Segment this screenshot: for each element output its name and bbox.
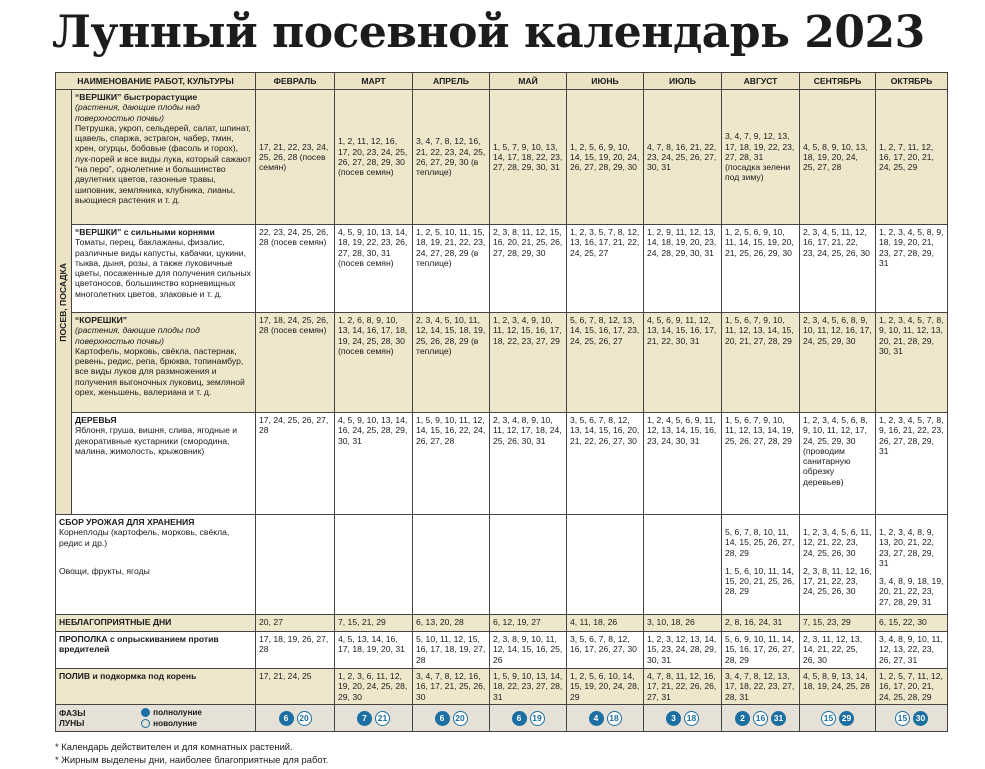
harvest-roots-days: 1, 2, 3, 4, 8, 9, 13, 20, 21, 22, 23, 27, 28, 29, 31 bbox=[879, 527, 934, 568]
moon-phase-cell bbox=[567, 705, 644, 732]
header-month: АВГУСТ bbox=[722, 73, 800, 90]
harvest-roots-days: 5, 6, 7, 8, 10, 11, 14, 15, 25, 26, 27, 28, 29 bbox=[725, 527, 795, 558]
harvest-name-cell bbox=[56, 515, 256, 615]
day-cell: 1, 2, 3, 4, 5, 7, 8, 9, 10, 11, 12, 13, 20, 21, 28, 29, 30, 31 bbox=[876, 313, 948, 413]
day-cell: 3, 4, 7, 8, 12, 16, 16, 17, 21, 25, 26, 30 bbox=[413, 669, 490, 705]
day-cell: 2, 3, 11, 12, 13, 14, 21, 22, 25, 26, 30 bbox=[800, 632, 876, 669]
day-cell: 20, 27 bbox=[256, 615, 335, 632]
full-moon-icon: 3 bbox=[666, 711, 681, 726]
moon-phase-cell bbox=[876, 705, 948, 732]
day-cell: 2, 3, 4, 5, 11, 12, 16, 17, 21, 22, 23, 24, 25, 26, 30 bbox=[800, 225, 876, 313]
day-cell: 5, 6, 9, 10, 11, 14, 15, 16, 17, 26, 27, 28, 29 bbox=[722, 632, 800, 669]
moon-phase-cell bbox=[490, 705, 567, 732]
harvest-cell bbox=[335, 515, 413, 615]
day-cell: 1, 2, 7, 11, 12, 16, 17, 20, 21, 24, 25, 29 bbox=[876, 90, 948, 225]
crop-group-title: ДЕРЕВЬЯ bbox=[75, 415, 117, 425]
crop-group-desc: (растения, дающие плоды над поверхностью почвы) bbox=[75, 102, 200, 123]
full-moon-icon: 31 bbox=[771, 711, 786, 726]
day-cell: 1, 2, 5, 6, 9, 10, 14, 15, 19, 20, 24, 26, 27, 28, 29, 30 bbox=[567, 90, 644, 225]
day-cell: 1, 2, 3, 4, 5, 6, 8, 9, 10, 11, 12, 17, 24, 25, 29, 30 (проводим санитарную обрезку деревьев) bbox=[800, 413, 876, 515]
day-cell: 4, 11, 18, 26 bbox=[567, 615, 644, 632]
new-moon-icon: 16 bbox=[753, 711, 768, 726]
crop-name-cell bbox=[72, 413, 256, 515]
day-cell: 1, 5, 6, 7, 9, 10, 11, 12, 13, 14, 19, 25, 26, 27, 28, 29 bbox=[722, 413, 800, 515]
moon-phase-badges bbox=[570, 707, 640, 729]
day-cell: 6, 12, 19, 27 bbox=[490, 615, 567, 632]
sowing-row bbox=[56, 90, 948, 225]
harvest-cell bbox=[490, 515, 567, 615]
harvest-cell bbox=[800, 515, 876, 615]
moon-phase-badges bbox=[338, 707, 409, 729]
moon-phase-cell bbox=[800, 705, 876, 732]
moon-phase-badges bbox=[803, 707, 872, 729]
new-moon-icon: 19 bbox=[530, 711, 545, 726]
moon-phase-cell bbox=[256, 705, 335, 732]
watering-row-title: ПОЛИВ и подкормка под корень bbox=[56, 669, 256, 705]
moon-phase-row bbox=[56, 705, 948, 732]
crop-group-title: “КОРЕШКИ” bbox=[75, 315, 128, 325]
day-cell: 3, 10, 18, 26 bbox=[644, 615, 722, 632]
header-month: СЕНТЯБРЬ bbox=[800, 73, 876, 90]
day-cell: 3, 4, 7, 8, 12, 16, 21, 22, 23, 24, 25, 26, 27, 29, 30 (в теплице) bbox=[413, 90, 490, 225]
day-cell: 1, 2, 6, 8, 9, 10, 13, 14, 16, 17, 18, 19, 24, 25, 28, 30 (посев семян) bbox=[335, 313, 413, 413]
day-cell: 17, 21, 24, 25 bbox=[256, 669, 335, 705]
header-month: ОКТЯБРЬ bbox=[876, 73, 948, 90]
harvest-roots-days: 1, 2, 3, 4, 5, 6, 11, 12, 21, 22, 23, 24, 25, 26, 30 bbox=[803, 527, 872, 558]
day-cell: 3, 4, 7, 8, 12, 13, 17, 18, 22, 23, 27, 28, 31 bbox=[722, 669, 800, 705]
day-cell: 17, 24, 25, 26, 27, 28 bbox=[256, 413, 335, 515]
day-cell: 1, 2, 5, 6, 10, 14, 15, 19, 20, 24, 28, 29 bbox=[567, 669, 644, 705]
full-moon-icon: 6 bbox=[279, 711, 294, 726]
day-cell: 5, 10, 11, 12, 15, 16, 17, 18, 19, 27, 28 bbox=[413, 632, 490, 669]
crop-list: Томаты, перец, баклажаны, физалис, различные виды капусты, кабачки, цукини, тыква, дыня, розы, а также луковичные цветы, посаженные для получения сильных цветоносов, большинство корневищных многолетних цветов, злаковые и т. д. bbox=[75, 237, 251, 299]
new-moon-icon: 18 bbox=[607, 711, 622, 726]
day-cell: 2, 3, 8, 11, 12, 15, 16, 20, 21, 25, 26, 27, 28, 29, 30 bbox=[490, 225, 567, 313]
day-cell: 3, 5, 6, 7, 8, 12, 16, 17, 26, 27, 30 bbox=[567, 632, 644, 669]
day-cell: 1, 2, 3, 12, 13, 14, 15, 23, 24, 28, 29, 30, 31 bbox=[644, 632, 722, 669]
moon-phase-title: ФАЗЫ ЛУНЫ bbox=[59, 708, 86, 728]
header-name-col: НАИМЕНОВАНИЕ РАБОТ, КУЛЬТУРЫ bbox=[56, 73, 256, 90]
day-cell: 1, 2, 3, 5, 7, 8, 12, 13, 16, 17, 21, 22, 24, 25, 27 bbox=[567, 225, 644, 313]
day-cell: 4, 5, 9, 10, 13, 14, 16, 24, 25, 28, 29, 30, 31 bbox=[335, 413, 413, 515]
day-cell: 2, 3, 4, 5, 10, 11, 12, 14, 15, 18, 19, 25, 26, 28, 29 (в теплице) bbox=[413, 313, 490, 413]
side-label: ПОСЕВ, ПОСАДКА bbox=[58, 262, 69, 342]
header-month: МАЙ bbox=[490, 73, 567, 90]
moon-phase-badges bbox=[647, 707, 718, 729]
day-cell: 1, 2, 9, 11, 12, 13, 14, 18, 19, 20, 23, 24, 28, 29, 30, 31 bbox=[644, 225, 722, 313]
full-moon-icon: 29 bbox=[839, 711, 854, 726]
header-month: ФЕВРАЛЬ bbox=[256, 73, 335, 90]
harvest-cell bbox=[413, 515, 490, 615]
harvest-fruits-days: 1, 5, 6, 10, 11, 14, 15, 20, 21, 25, 26, 28, 29 bbox=[725, 565, 795, 597]
day-cell: 4, 7, 8, 11, 12, 16, 17, 21, 22, 26, 26, 27, 31 bbox=[644, 669, 722, 705]
header-month: ИЮЛЬ bbox=[644, 73, 722, 90]
day-cell: 4, 5, 13, 14, 16, 17, 18, 19, 20, 31 bbox=[335, 632, 413, 669]
moon-phase-cell bbox=[644, 705, 722, 732]
moon-phase-cell bbox=[413, 705, 490, 732]
footnote: * Календарь действителен и для комнатных растений. bbox=[55, 741, 293, 752]
day-cell: 2, 3, 8, 9, 10, 11, 12, 14, 15, 16, 25, 26 bbox=[490, 632, 567, 669]
day-cell: 1, 5, 7, 9, 10, 13, 14, 17, 18, 22, 23, 27, 28, 29, 30, 31 bbox=[490, 90, 567, 225]
day-cell: 1, 2, 4, 5, 6, 9, 11, 12, 13, 14, 15, 16, 23, 24, 30, 31 bbox=[644, 413, 722, 515]
legend-full-label: полнолуние bbox=[153, 708, 202, 717]
footnotes bbox=[55, 740, 328, 766]
day-cell: 6, 15, 22, 30 bbox=[876, 615, 948, 632]
new-moon-icon: 20 bbox=[453, 711, 468, 726]
harvest-fruits-days: 3, 4, 8, 9, 18, 19, 20, 21, 22, 23, 27, 28, 29, 31 bbox=[879, 576, 944, 607]
day-cell: 1, 2, 3, 6, 11, 12, 19, 20, 24, 25, 28, 29, 30 bbox=[335, 669, 413, 705]
day-cell: 1, 2, 11, 12, 16, 17, 20, 23, 24, 25, 26, 27, 28, 29, 30 (посев семян) bbox=[335, 90, 413, 225]
moon-phase-badges bbox=[493, 707, 563, 729]
full-moon-icon: 6 bbox=[435, 711, 450, 726]
day-cell: 4, 5, 6, 9, 11, 12, 13, 14, 15, 16, 17, 21, 22, 30, 31 bbox=[644, 313, 722, 413]
header-month: ИЮНЬ bbox=[567, 73, 644, 90]
day-cell: 1, 5, 6, 7, 9, 10, 11, 12, 13, 14, 15, 20, 21, 27, 28, 29 bbox=[722, 313, 800, 413]
sowing-row bbox=[56, 413, 948, 515]
header-month: МАРТ bbox=[335, 73, 413, 90]
day-cell: 1, 2, 5, 10, 11, 15, 18, 19, 21, 22, 23, 24, 27, 28, 29 (в теплице) bbox=[413, 225, 490, 313]
day-cell: 7, 15, 21, 29 bbox=[335, 615, 413, 632]
moon-phase-cell bbox=[335, 705, 413, 732]
watering-row bbox=[56, 669, 948, 705]
harvest-cell bbox=[644, 515, 722, 615]
harvest-cell bbox=[256, 515, 335, 615]
crop-group-title: “ВЕРШКИ” быстрорастущие bbox=[75, 92, 198, 102]
moon-phase-label-cell bbox=[56, 705, 256, 732]
day-cell: 6, 13, 20, 28 bbox=[413, 615, 490, 632]
moon-phase-legend bbox=[59, 707, 252, 729]
harvest-title: СБОР УРОЖАЯ ДЛЯ ХРАНЕНИЯ bbox=[59, 517, 195, 527]
crop-name-cell bbox=[72, 313, 256, 413]
day-cell: 7, 15, 23, 29 bbox=[800, 615, 876, 632]
day-cell: 2, 3, 4, 5, 6, 8, 9, 10, 11, 12, 16, 17, 24, 25, 29, 30 bbox=[800, 313, 876, 413]
day-cell: 1, 2, 5, 7, 11, 12, 16, 17, 20, 21, 24, 25, 28, 29 bbox=[876, 669, 948, 705]
new-moon-icon: 15 bbox=[821, 711, 836, 726]
day-cell: 2, 8, 16, 24, 31 bbox=[722, 615, 800, 632]
legend-full bbox=[141, 707, 202, 718]
moon-phase-badges bbox=[879, 707, 944, 729]
side-label-cell bbox=[56, 90, 72, 515]
crop-group-title: “ВЕРШКИ” с сильными корнями bbox=[75, 227, 215, 237]
day-cell: 17, 21, 22, 23, 24, 25, 26, 28 (посев семян) bbox=[256, 90, 335, 225]
day-cell: 5, 6, 7, 8, 12, 13, 14, 15, 16, 17, 23, 24, 25, 26, 27 bbox=[567, 313, 644, 413]
weeding-row bbox=[56, 632, 948, 669]
legend-new-label: новолуние bbox=[153, 719, 197, 728]
crop-group-desc: (растения, дающие плоды под поверхностью почвы) bbox=[75, 325, 200, 346]
full-moon-icon: 30 bbox=[913, 711, 928, 726]
day-cell: 4, 7, 8, 16, 21, 22, 23, 24, 25, 26, 27, 30, 31 bbox=[644, 90, 722, 225]
moon-phase-cell bbox=[722, 705, 800, 732]
full-moon-icon: 2 bbox=[735, 711, 750, 726]
calendar-table bbox=[55, 72, 948, 732]
crop-name-cell bbox=[72, 225, 256, 313]
harvest-roots-label: Корнеплоды (картофель, морковь, свёкла, редис и др.) bbox=[59, 527, 230, 548]
day-cell: 22, 23, 24, 25, 26, 28 (посев семян) bbox=[256, 225, 335, 313]
day-cell: 2, 3, 4, 8, 9, 10, 11, 12, 17, 18, 24, 25, 26, 30, 31 bbox=[490, 413, 567, 515]
footnote: * Жирным выделены дни, наиболее благоприятные для работ. bbox=[55, 754, 329, 765]
day-cell: 17, 18, 19, 26, 27, 28 bbox=[256, 632, 335, 669]
new-moon-icon: 20 bbox=[297, 711, 312, 726]
crop-list: Петрушка, укроп, сельдерей, салат, шпинат, щавель, спаржа, эстрагон, чабер, тмин, хрен, огурцы, бобовые (фасоль и горох), лук-порей и все виды лука, который сажают “на перо”, однолетние и большинство двулетних цветов, газонные травы, шиповник, земляника, клубника, лианы, вьющиеся растения и т. д. bbox=[75, 122, 251, 205]
page-title: Лунный посевной календарь 2023 bbox=[52, 7, 925, 58]
moon-phase-badges bbox=[259, 707, 331, 729]
new-moon-icon bbox=[141, 719, 150, 728]
day-cell: 1, 2, 3, 4, 9, 10, 11, 12, 15, 16, 17, 18, 22, 23, 27, 29 bbox=[490, 313, 567, 413]
new-moon-icon: 21 bbox=[375, 711, 390, 726]
day-cell: 1, 5, 9, 10, 11, 12, 14, 15, 16, 22, 24, 26, 27, 28 bbox=[413, 413, 490, 515]
harvest-cell bbox=[876, 515, 948, 615]
crop-list: Яблоня, груша, вишня, слива, ягодные и декоративные кустарники (смородина, малина, жимолость, крыжовник) bbox=[75, 425, 238, 456]
sowing-row bbox=[56, 313, 948, 413]
harvest-cell bbox=[567, 515, 644, 615]
sowing-row bbox=[56, 225, 948, 313]
crop-list: Картофель, морковь, свёкла, пастернак, ревень, редис, репа, брюква, топинамбур, все виды луков для размножения и получения выгоночных луковиц, земляной орех, женьшень, валериана и т. д. bbox=[75, 345, 245, 398]
full-moon-icon: 4 bbox=[589, 711, 604, 726]
day-cell: 4, 5, 8, 9, 13, 14, 18, 19, 24, 25, 28 bbox=[800, 669, 876, 705]
day-cell: 3, 4, 7, 9, 12, 13, 17, 18, 19, 22, 23, 27, 28, 31 (посадка зелени под зиму) bbox=[722, 90, 800, 225]
day-cell: 3, 5, 6, 7, 8, 12, 13, 14, 15, 16, 20, 21, 22, 26, 27, 30 bbox=[567, 413, 644, 515]
harvest-cell bbox=[722, 515, 800, 615]
legend bbox=[141, 707, 202, 729]
day-cell: 1, 2, 3, 4, 5, 8, 9, 18, 19, 20, 21, 23, 27, 28, 29, 31 bbox=[876, 225, 948, 313]
day-cell: 1, 5, 9, 10, 13, 14, 18, 22, 23, 27, 28, 31 bbox=[490, 669, 567, 705]
harvest-fruits-days: 2, 3, 8, 11, 12, 16, 17, 21, 22, 23, 24, 25, 26, 30 bbox=[803, 565, 872, 597]
harvest-row bbox=[56, 515, 948, 615]
moon-phase-badges bbox=[416, 707, 486, 729]
weeding-row-title: ПРОПОЛКА с опрыскиванием против вредителей bbox=[56, 632, 256, 669]
day-cell: 17, 18, 24, 25, 26, 28 (посев семян) bbox=[256, 313, 335, 413]
full-moon-icon bbox=[141, 708, 150, 717]
full-moon-icon: 6 bbox=[512, 711, 527, 726]
moon-phase-badges bbox=[725, 707, 796, 729]
new-moon-icon: 18 bbox=[684, 711, 699, 726]
day-cell: 4, 5, 8, 9, 10, 13, 18, 19, 20, 24, 25, 27, 28 bbox=[800, 90, 876, 225]
day-cell: 3, 4, 8, 9, 10, 11, 12, 13, 22, 23, 26, 27, 31 bbox=[876, 632, 948, 669]
header-row bbox=[56, 73, 948, 90]
unfavorable-row bbox=[56, 615, 948, 632]
day-cell: 4, 5, 9, 10, 13, 14, 18, 19, 22, 23, 26, 27, 28, 30, 31 (посев семян) bbox=[335, 225, 413, 313]
full-moon-icon: 7 bbox=[357, 711, 372, 726]
harvest-fruits-label: Овощи, фрукты, ягоды bbox=[59, 565, 150, 576]
unfavorable-row-title: НЕБЛАГОПРИЯТНЫЕ ДНИ bbox=[56, 615, 256, 632]
crop-name-cell bbox=[72, 90, 256, 225]
legend-new bbox=[141, 718, 202, 729]
day-cell: 1, 2, 3, 4, 5, 7, 8, 9, 16, 21, 22, 23, 26, 27, 28, 29, 31 bbox=[876, 413, 948, 515]
header-month: АПРЕЛЬ bbox=[413, 73, 490, 90]
day-cell: 1, 2, 5, 6, 9, 10, 11, 14, 15, 19, 20, 21, 25, 26, 29, 30 bbox=[722, 225, 800, 313]
new-moon-icon: 15 bbox=[895, 711, 910, 726]
